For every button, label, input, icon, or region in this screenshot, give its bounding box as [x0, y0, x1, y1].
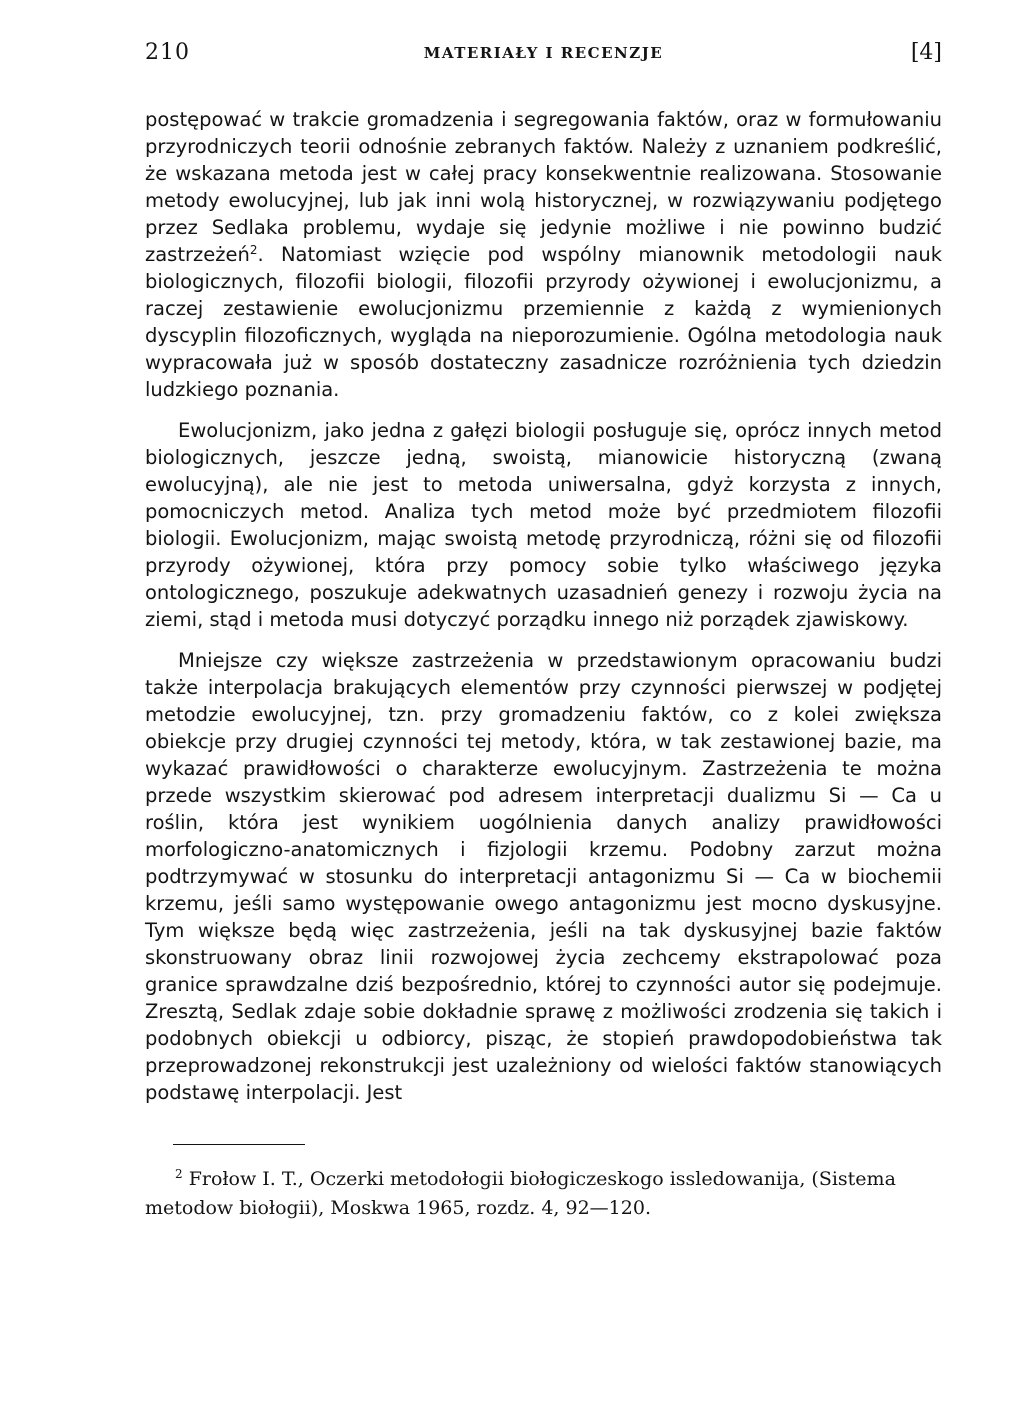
page-number: 210 [145, 40, 190, 65]
footnote-reference[interactable]: 2 [249, 243, 258, 257]
footnote-separator [173, 1144, 305, 1145]
running-header [145, 40, 942, 74]
footnote-text: Frołow I. T., Oczerki metodołogii biołogiczeskogo issledowanija, (Sistema metodow biołogii), Moskwa 1965, rozdz. 4, 92—120. [145, 1168, 896, 1219]
section-title: MATERIAŁY I RECENZJE [423, 44, 664, 62]
paragraph-1-text: postępować w trakcie gromadzenia i segregowania faktów, oraz w formułowaniu przyrodniczych teorii odnośnie zebranych faktów. Należy z uznaniem podkreślić, że wskazana metoda jest w całej pracy konsekwentnie realizowana. Stosowanie metody ewolucyjnej, lub jak inni wolą historycznej, w rozwiązywaniu podjętego przez Sedlaka problemu, wydaje się jedynie możliwe i nie powinno budzić zastrzeżeń [145, 108, 942, 266]
paragraph-2: Ewolucjonizm, jako jedna z gałęzi biologii posługuje się, oprócz innych metod biologicznych, jeszcze jedną, swoistą, mianowicie historyczną (zwaną ewolucyjną), ale nie jest to metoda uniwersalna, gdyż korzysta z innych, pomocniczych metod. Analiza tych metod może być przedmiotem filozofii biologii. Ewolucjonizm, mając swoistą metodę przyrodniczą, różni się od filozofii przyrody ożywionej, która przy pomocy sobie tylko właściwego języka ontologicznego, poszukuje adekwatnych uzasadnień genezy i rozwoju życia na ziemi, stąd i metoda musi dotyczyć porządku innego niż porządek zjawiskowy. [145, 419, 942, 631]
footnote [145, 1165, 942, 1223]
paragraph-1 [145, 106, 942, 403]
document-page [145, 40, 942, 1242]
paragraph-3: Mniejsze czy większe zastrzeżenia w przedstawionym opracowaniu budzi także interpolacja brakujących elementów przy czynności pierwszej w podjętej metodzie ewolucyjnej, tzn. przy gromadzeniu faktów, co z kolei zwiększa obiekcje przy drugiej czynności tej metody, która, w tak zestawionej bazie, ma wykazać prawidłowości o charakterze ewolucyjnym. Zastrzeżenia te można przede wszystkim skierować pod adresem interpretacji dualizmu Si — Ca u roślin, która jest wynikiem uogólnienia danych analizy prawidłowości morfologiczno-anatomicznych i fizjologii krzemu. Podobny zarzut można podtrzymywać w stosunku do interpretacji antagonizmu Si — Ca w biochemii krzemu, jeśli samo występowanie owego antagonizmu jest mocno dyskusyjne. Tym większe będą więc zastrzeżenia, jeśli na tak dyskusyjnej bazie faktów skonstruowany obraz linii rozwojowej życia zechcemy ekstrapolować poza granice sprawdzalne dziś bezpośrednio, której to czynności autor się podejmuje. Zresztą, Sedlak zdaje sobie dokładnie sprawę z możliwości zrodzenia się takich i podobnych obiekcji u odbiorcy, pisząc, że stopień prawdopodobieństwa tak przeprowadzonej rekonstrukcji jest uzależniony od wielości faktów stanowiących podstawę interpolacji. Jest [145, 649, 942, 1104]
footnote-marker: 2 [175, 1167, 183, 1181]
body-text [145, 106, 942, 1106]
sheet-mark: [4] [910, 40, 942, 65]
paragraph-1-tail: . Natomiast wzięcie pod wspólny mianownik metodologii nauk biologicznych, filozofii biologii, filozofii przyrody ożywionej i ewolucjonizmu, a raczej zestawienie ewolucjonizmu przemiennie z każdą z wymienionych dyscyplin filozoficznych, wygląda na nieporozumienie. Ogólna metodologia nauk wypracowała już w sposób dostateczny zasadnicze rozróżnienia tych dziedzin ludzkiego poznania. [145, 243, 942, 401]
